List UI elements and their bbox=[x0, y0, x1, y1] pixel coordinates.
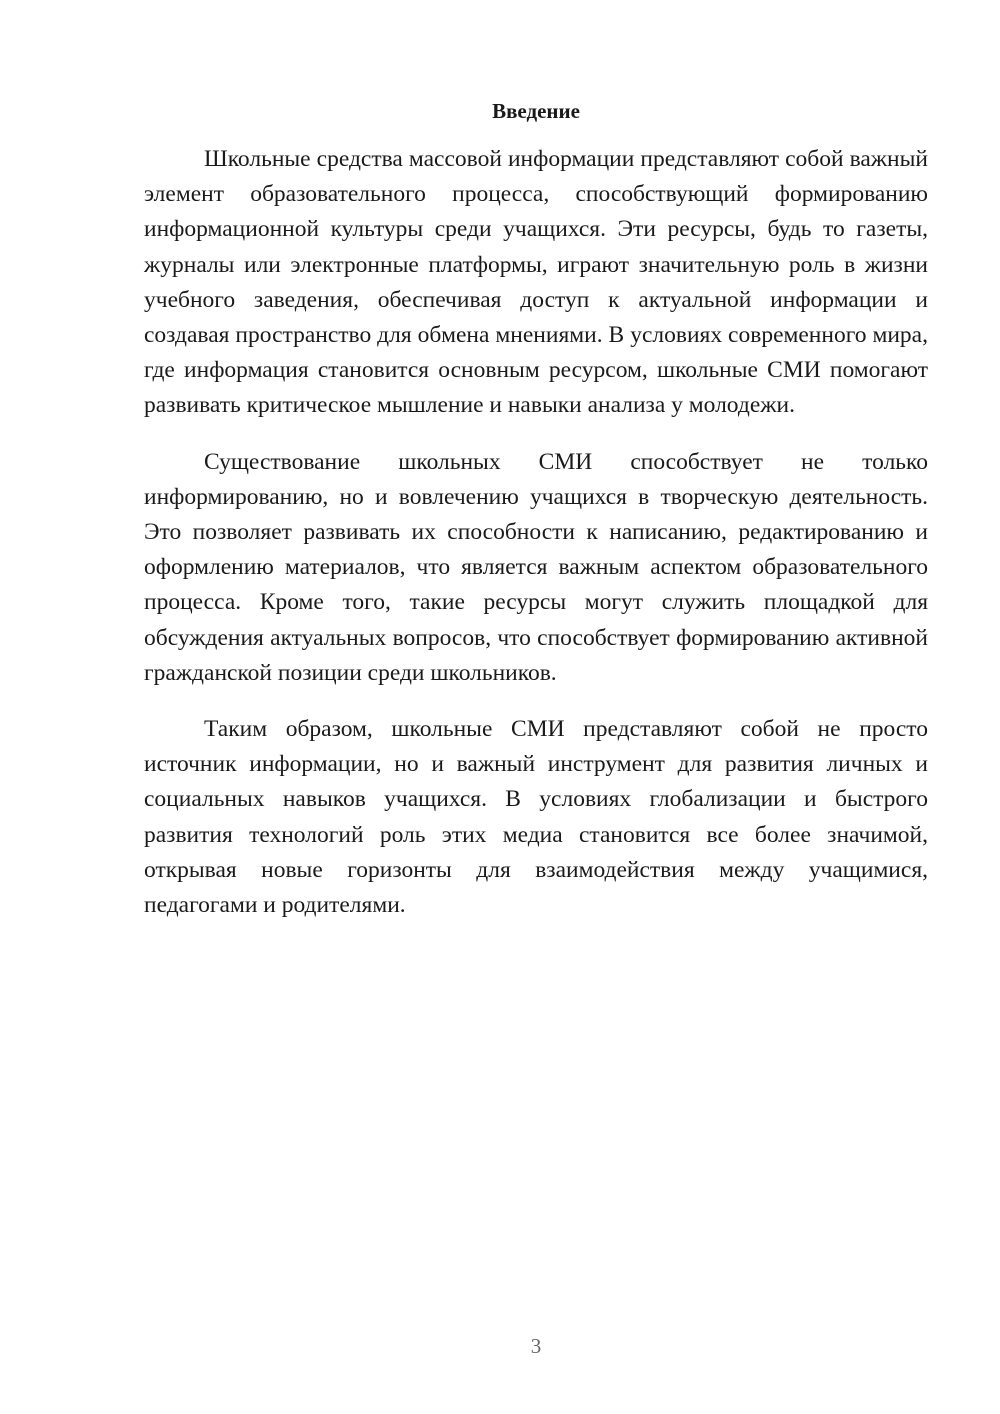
paragraph-3: Таким образом, школьные СМИ представляют собой не просто источник информации, но и важный инструмент для развития личных и социальных навыков учащихся. В условиях глобализации и быстрого развития технологий роль этих медиа становится все более значимой, открывая новые горизонты для взаимодействия между учащимися, педагогами и родителями. bbox=[144, 716, 928, 919]
body-text bbox=[144, 142, 928, 944]
section-heading: Введение bbox=[492, 99, 580, 123]
paragraph-1: Школьные средства массовой информации представляют собой важный элемент образовательного процесса, способствующий формированию информационной культуры среди учащихся. Эти ресурсы, будь то газеты, журналы или электронные платформы, играют значительную роль в жизни учебного заведения, обеспечивая доступ к актуальной информации и создавая пространство для обмена мнениями. В условиях современного мира, где информация становится основным ресурсом, школьные СМИ помогают развивать критическое мышление и навыки анализа у молодежи. bbox=[144, 146, 928, 419]
paragraph-2: Существование школьных СМИ способствует не только информированию, но и вовлечению учащихся в творческую деятельность. Это позволяет развивать их способности к написанию, редактированию и оформлению материалов, что является важным аспектом образовательного процесса. Кроме того, такие ресурсы могут служить площадкой для обсуждения актуальных вопросов, что способствует формированию активной гражданской позиции среди школьников. bbox=[144, 448, 928, 686]
page-number: 3 bbox=[530, 1334, 542, 1358]
